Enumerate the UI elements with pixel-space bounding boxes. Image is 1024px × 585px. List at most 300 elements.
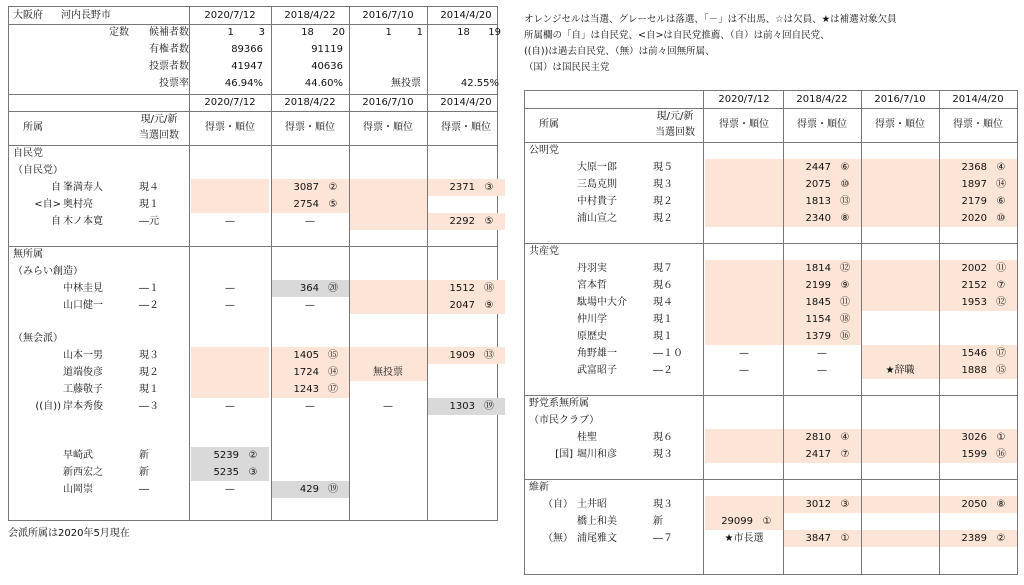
candidate-name: 木ノ本寛 [63,216,103,227]
cell-text: — [305,216,315,227]
cell-text: — [225,283,235,294]
candidate-row [525,530,1019,547]
vote-count: 2417 [805,449,831,460]
cell-text: — [817,365,827,376]
table-row [9,330,499,347]
elected-cell [349,347,427,364]
cell-text: — [225,216,235,227]
candidate-status: ―２ [653,365,673,376]
candidate-row [525,362,1019,379]
cell-text: — [305,401,315,412]
stat-label: 候補者数 [149,27,189,38]
elected-cell [705,446,783,463]
rank-badge: ⑯ [996,449,1006,460]
rank-badge: ⑮ [328,350,338,361]
cell-text: — [739,365,749,376]
stat-value: 1 [416,27,423,38]
candidate-row [9,213,499,230]
rank-badge: ⑭ [996,179,1006,190]
vote-count: 3087 [293,182,319,193]
cell-text: — [383,401,393,412]
vote-count: 5239 [213,450,239,461]
stat-value: 89366 [231,44,263,55]
rank-badge: ⑬ [840,196,850,207]
candidate-status: 新 [139,467,149,478]
rank-badge: ⑪ [840,297,850,308]
rank-badge: ⑨ [484,300,494,311]
elected-cell [705,176,783,193]
candidate-name: 中村貴子 [577,196,617,207]
candidate-status: 現６ [653,280,673,291]
stat-label: 投票者数 [149,61,189,72]
candidate-row [525,176,1019,193]
vote-count: 1724 [293,367,319,378]
candidate-name: 武富昭子 [577,365,617,376]
vote-count: 1379 [805,331,831,342]
candidate-name: 岸本秀俊 [63,401,103,412]
rank-badge: ⑦ [840,449,850,460]
vote-count: 2047 [449,300,475,311]
elected-cell [349,280,427,297]
table-row [525,243,1019,260]
elected-cell [861,530,939,547]
candidate-status: 現１ [653,314,673,325]
affiliation-tag: 自 [51,182,61,193]
candidate-row [525,294,1019,311]
candidate-row [9,398,499,415]
stat-value: 19 [488,27,501,38]
candidate-row [525,311,1019,328]
rank-badge: ③ [840,499,850,510]
affiliation-header: 所属 [539,119,559,130]
election-date: 2016/7/10 [362,10,414,21]
elected-cell [705,328,783,345]
elected-cell [191,364,269,381]
stat-value: 無投票 [391,78,421,89]
stat-value: 3 [258,27,265,38]
table-row [525,412,1019,429]
vote-count: 1813 [805,196,831,207]
cell-text: 無投票 [373,367,403,378]
elected-cell [861,496,939,513]
vote-count: 1405 [293,350,319,361]
stat-label: 定数 [109,27,129,38]
rank-badge: ⑧ [996,499,1006,510]
stat-value: 20 [332,27,345,38]
election-date: 2014/4/20 [952,94,1004,105]
vote-count: 2199 [805,280,831,291]
candidate-name: 丹羽実 [577,263,607,274]
rank-badge: ③ [484,182,494,193]
candidate-row [525,446,1019,463]
candidate-name: 新西宏之 [63,467,103,478]
candidate-status: 現１ [653,331,673,342]
rank-badge: ⑬ [484,350,494,361]
elected-cell [705,277,783,294]
legend-note-line: ((自))は過去自民党、（無）は前々回無所属、 [524,46,715,57]
party-group-label: 共産党 [529,246,559,257]
elected-cell [349,213,427,230]
status-header: 現/元/新 [656,111,694,122]
stat-label: 有権者数 [149,44,189,55]
table-row [9,431,499,447]
cell-text: — [817,348,827,359]
vote-count: 2050 [961,499,987,510]
elected-cell [349,179,427,196]
table-row [9,314,499,330]
elected-cell [861,429,939,446]
candidate-name: 峯満寿人 [63,182,103,193]
party-group-label: 野党系無所属 [529,398,589,409]
rank-badge: ② [328,182,338,193]
candidate-status: ―元 [139,216,159,227]
candidate-status: 現４ [139,182,159,193]
candidate-status: 現２ [139,367,159,378]
candidate-name: 早崎武 [63,450,93,461]
votes-rank-header: 得票・順位 [441,122,491,133]
elected-cell [861,446,939,463]
vote-count: 2152 [961,280,987,291]
affiliation-tag: （無） [543,533,573,544]
table-row [9,145,499,162]
rank-badge: ⑲ [484,401,494,412]
candidate-name: 原歴史 [577,331,607,342]
rank-badge: ⑦ [996,280,1006,291]
table-row [525,142,1019,159]
stat-value: 44.60% [304,78,343,89]
candidate-name: 仲川学 [577,314,607,325]
elected-cell [705,159,783,176]
elected-cell [705,311,783,328]
candidate-status: 現１ [139,199,159,210]
candidate-name: 宮本哲 [577,280,607,291]
vote-count: 2020 [961,213,987,224]
candidate-status: 現６ [653,432,673,443]
candidate-row [9,280,499,297]
elected-cell [861,210,939,227]
status-header: 現/元/新 [140,114,178,125]
votes-rank-header: 得票・順位 [205,122,255,133]
candidate-status: 現３ [653,179,673,190]
candidate-name: 山本一男 [63,350,103,361]
rank-badge: ⑱ [484,283,494,294]
election-date: 2014/4/20 [440,10,492,21]
rank-badge: ① [996,432,1006,443]
term-count-header: 当選回数 [655,127,695,138]
candidate-row [525,496,1019,513]
candidate-name: 桂聖 [577,432,597,443]
candidate-status: 現１ [139,384,159,395]
stat-value: 91119 [311,44,343,55]
affiliation-tag: <自> [34,199,61,210]
right-results-table [524,90,1018,575]
candidate-row [9,196,499,213]
table-row [525,395,1019,412]
vote-count: 3847 [805,533,831,544]
cell-text: — [305,300,315,311]
table-row [525,379,1019,395]
rank-badge: ⑤ [328,199,338,210]
vote-count: 2179 [961,196,987,207]
candidate-status: 現２ [653,213,673,224]
table-row [525,479,1019,496]
vote-count: 2075 [805,179,831,190]
rank-badge: ⑫ [840,263,850,274]
vote-count: 2810 [805,432,831,443]
legend-note-line: 所属欄の「自」は自民党、<自>は自民党推薦、（自）は前々回自民党、 [524,30,830,41]
table-row [9,415,499,431]
candidate-status: ―１ [139,283,159,294]
vote-count: 1953 [961,297,987,308]
candidate-row [9,464,499,481]
rank-badge: ② [996,533,1006,544]
faction-label: （市民クラブ） [529,415,600,426]
candidate-status: ―３ [139,401,159,412]
candidate-status: ―１０ [653,348,683,359]
stat-value: 46.94% [224,78,263,89]
cell-text: — [225,401,235,412]
vote-count: 1888 [961,365,987,376]
rank-badge: ⑧ [840,213,850,224]
cell-text: — [225,300,235,311]
rank-badge: ⑱ [840,314,850,325]
rank-badge: ⑨ [840,280,850,291]
candidate-status: 現２ [653,196,673,207]
rank-badge: ⑮ [996,365,1006,376]
vote-count: 2389 [961,533,987,544]
party-group-label: 公明党 [529,145,559,156]
rank-badge: ⑯ [840,331,850,342]
candidate-name: 三島克則 [577,179,617,190]
elected-cell [705,496,783,513]
rank-badge: ② [248,450,258,461]
table-row [525,227,1019,243]
vote-count: 2340 [805,213,831,224]
votes-rank-header: 得票・順位 [363,122,413,133]
candidate-row [9,364,499,381]
elected-cell [705,294,783,311]
rank-badge: ④ [996,162,1006,173]
rank-badge: ⑲ [328,484,338,495]
affiliation-header: 所属 [23,122,43,133]
table-row [9,230,499,246]
votes-rank-header: 得票・順位 [285,122,335,133]
stat-value: 1 [385,27,392,38]
vote-count: 1154 [805,314,831,325]
votes-rank-header: 得票・順位 [719,119,769,130]
candidate-status: 現４ [653,297,673,308]
vote-count: 2002 [961,263,987,274]
rank-badge: ⑥ [996,196,1006,207]
candidate-name: 山口健一 [63,300,103,311]
vote-count: 1897 [961,179,987,190]
footnote: 会派所属は2020年5月現在 [8,528,130,539]
table-row [525,463,1019,479]
candidate-name: 駄場中大介 [577,297,627,308]
candidate-name: 工藤敬子 [63,384,103,395]
vote-count: 1814 [805,263,831,274]
affiliation-tag: （自） [543,499,573,510]
candidate-status: ― [139,484,149,495]
vote-count: 2371 [449,182,475,193]
affiliation-tag: [国] [555,449,573,460]
candidate-row [9,347,499,364]
elected-cell [705,260,783,277]
candidate-name: 道端俊彦 [63,367,103,378]
candidate-status: 現３ [653,449,673,460]
rank-badge: ⑳ [328,283,338,294]
elected-cell [349,196,427,213]
candidate-name: 奥村亮 [63,199,93,210]
rank-badge: ⑤ [484,216,494,227]
cell-text: ★辞職 [885,365,915,376]
vote-count: 3026 [961,432,987,443]
rank-badge: ⑩ [840,179,850,190]
candidate-row [9,447,499,464]
candidate-row [525,277,1019,294]
vote-count: 1303 [449,401,475,412]
candidate-name: 土井昭 [577,499,607,510]
candidate-row [9,381,499,398]
candidate-status: 現３ [653,499,673,510]
election-date: 2016/7/10 [874,94,926,105]
vote-count: 29099 [721,516,753,527]
candidate-row [525,193,1019,210]
elected-cell [705,210,783,227]
cell-text: ★市長選 [724,533,764,544]
candidate-name: 大原一郎 [577,162,617,173]
vote-count: 364 [299,283,319,294]
vote-count: 5235 [213,467,239,478]
table-row [9,162,499,179]
candidate-row [525,260,1019,277]
candidate-name: 堀川和彦 [577,449,617,460]
faction-label: （みらい創造） [13,266,83,277]
vote-count: 1845 [805,297,831,308]
elected-cell [191,347,269,364]
vote-count: 1243 [293,384,319,395]
elected-cell [861,294,939,311]
faction-label: （無会派） [13,333,63,344]
candidate-status: 現７ [653,263,673,274]
elected-cell [191,381,269,398]
vote-count: 429 [299,484,319,495]
vote-count: 1909 [449,350,475,361]
cell-text: — [739,348,749,359]
rank-badge: ④ [840,432,850,443]
candidate-row [525,345,1019,362]
city-label: 河内長野市 [61,10,111,21]
elected-cell [861,260,939,277]
candidate-row [9,179,499,196]
elected-cell [861,193,939,210]
stat-value: 42.55% [460,78,499,89]
candidate-status: 新 [653,516,663,527]
rank-badge: ⑪ [996,263,1006,274]
elected-cell [191,179,269,196]
table-row [9,246,499,263]
candidate-row [525,513,1019,530]
election-date: 2014/4/20 [440,97,492,108]
candidate-row [525,328,1019,345]
elected-cell [705,193,783,210]
candidate-status: 現５ [653,162,673,173]
rank-badge: ⑫ [996,297,1006,308]
stat-value: 18 [301,27,314,38]
stat-value: 1 [227,27,234,38]
stat-label: 投票率 [159,78,189,89]
elected-cell [861,176,939,193]
candidate-row [525,429,1019,446]
votes-rank-header: 得票・順位 [875,119,925,130]
table-row [9,498,499,514]
term-count-header: 当選回数 [139,130,179,141]
rank-badge: ⑰ [996,348,1006,359]
rank-badge: ⑭ [328,367,338,378]
cell-text: — [225,484,235,495]
candidate-name: 中林圭見 [63,283,103,294]
election-date: 2018/4/22 [796,94,848,105]
votes-rank-header: 得票・順位 [953,119,1003,130]
party-group-label: 維新 [529,482,549,493]
election-date: 2016/7/10 [362,97,414,108]
vote-count: 1512 [449,283,475,294]
party-group-label: 自民党 [13,148,43,159]
election-date: 2020/7/12 [718,94,770,105]
candidate-status: 新 [139,450,149,461]
table-row [9,263,499,280]
rank-badge: ⑩ [996,213,1006,224]
candidate-status: 現３ [139,350,159,361]
elected-cell [861,345,939,362]
legend-note-line: オレンジセルは当選、グレーセルは落選、「－」は不出馬、☆は欠員、★は補選対象欠員 [524,14,897,25]
candidate-row [9,481,499,498]
faction-label: （自民党） [13,165,63,176]
rank-badge: ⑰ [328,384,338,395]
vote-count: 2447 [805,162,831,173]
vote-count: 2292 [449,216,475,227]
rank-badge: ① [840,533,850,544]
elected-cell [861,277,939,294]
candidate-name: 浦山宣之 [577,213,617,224]
stat-value: 18 [457,27,470,38]
party-group-label: 無所属 [13,249,43,260]
prefecture-label: 大阪府 [13,10,43,21]
candidate-name: 角野雄一 [577,348,617,359]
vote-count: 2368 [961,162,987,173]
election-date: 2018/4/22 [284,10,336,21]
election-date: 2020/7/12 [204,97,256,108]
elected-cell [705,429,783,446]
candidate-status: ―２ [139,300,159,311]
candidate-row [9,297,499,314]
elected-cell [191,196,269,213]
affiliation-tag: 自 [51,216,61,227]
vote-count: 2754 [293,199,319,210]
candidate-row [525,210,1019,227]
stat-value: 40636 [311,61,343,72]
candidate-name: 山岡崇 [63,484,93,495]
candidate-status: ―７ [653,533,673,544]
stat-value: 41947 [231,61,263,72]
rank-badge: ① [762,516,772,527]
left-results-table [8,6,501,521]
rank-badge: ③ [248,467,258,478]
vote-count: 1546 [961,348,987,359]
vote-count: 1599 [961,449,987,460]
vote-count: 3012 [805,499,831,510]
candidate-name: 橋上和美 [577,516,617,527]
